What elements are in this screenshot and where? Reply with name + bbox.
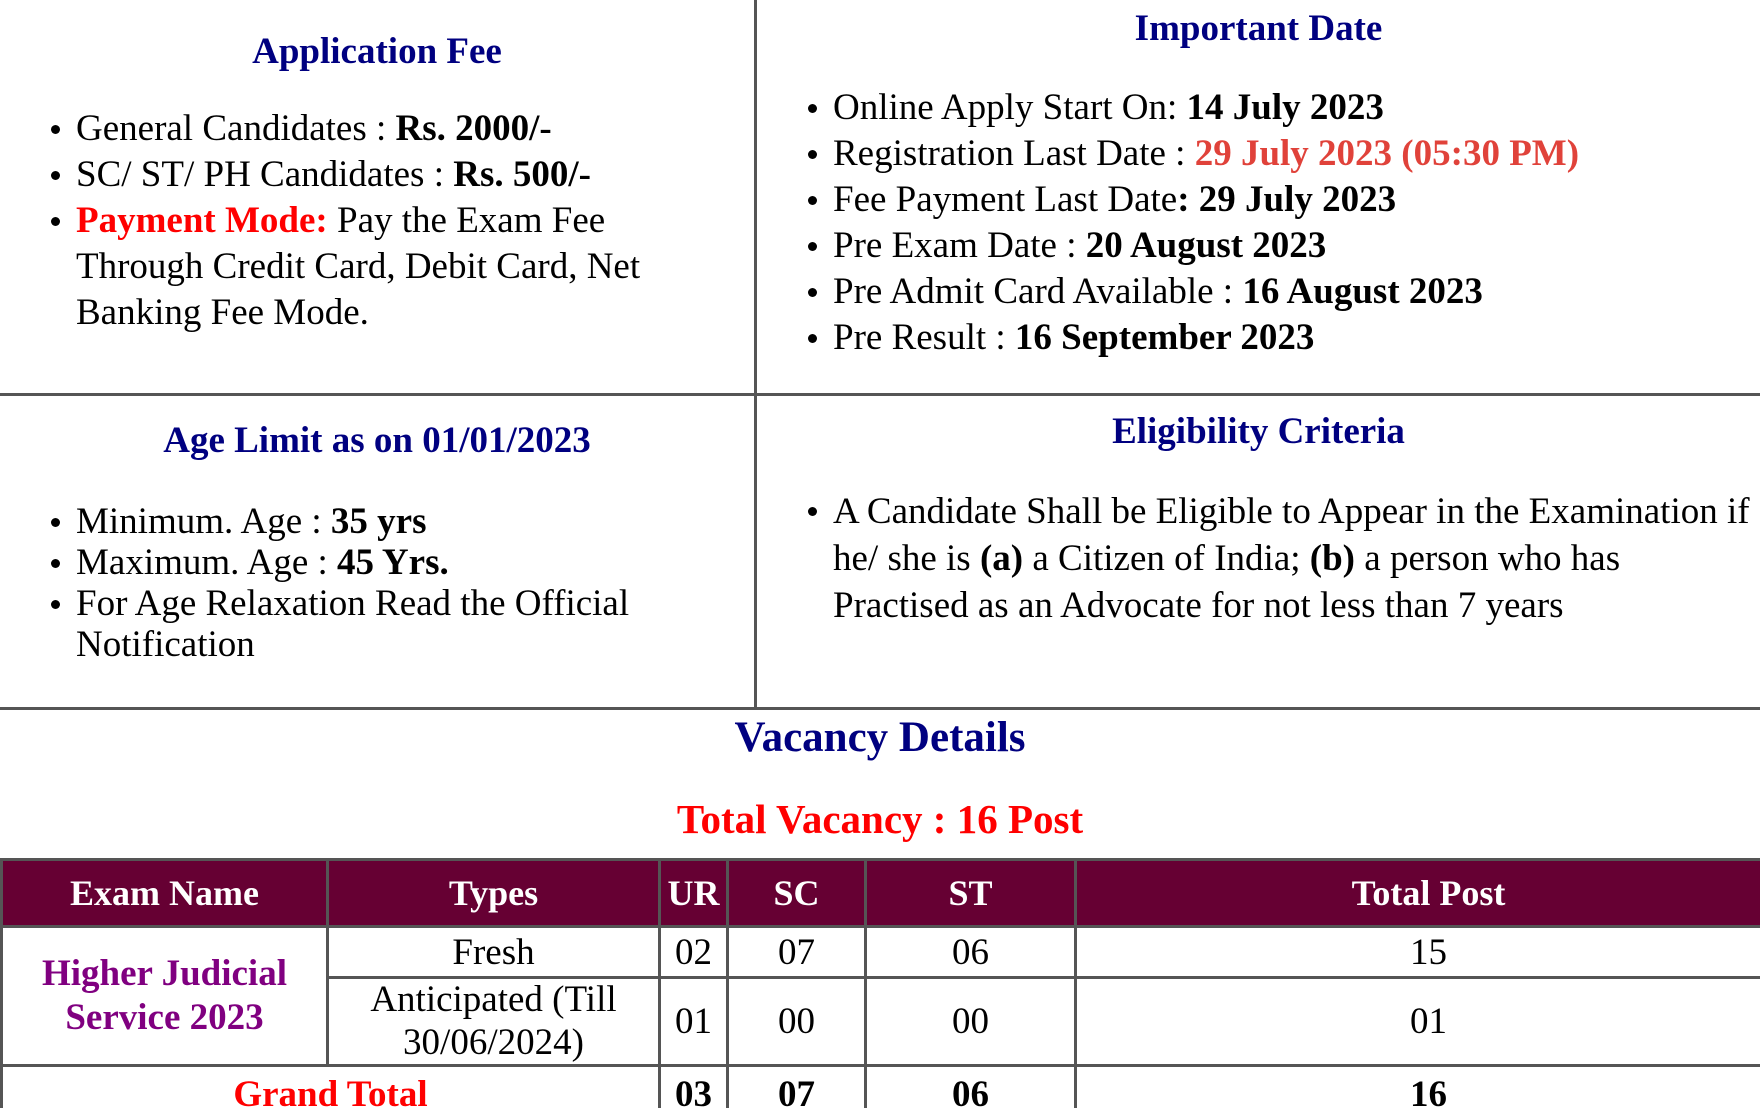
important-date-title: Important Date [1134, 8, 1383, 49]
types-cell: Anticipated (Till 30/06/2024) [328, 978, 660, 1066]
age-label: Maximum. Age : [76, 542, 338, 584]
table-row [2, 927, 1760, 978]
age-label: Minimum. Age : [76, 501, 331, 543]
sc-cell: 07 [728, 927, 866, 978]
list-item [757, 85, 1760, 131]
fee-label: General Candidates : [76, 108, 396, 150]
date-value: 16 August 2023 [1242, 271, 1483, 313]
eligibility-text: a Citizen of India; [1023, 538, 1310, 580]
date-value: 29 July 2023 (05:30 PM) [1194, 133, 1580, 175]
vacancy-table [0, 858, 1760, 1108]
age-limit-list [0, 501, 754, 665]
important-date-list [757, 85, 1760, 361]
header-sc: SC [728, 860, 866, 927]
date-label: Pre Result : [833, 317, 1015, 359]
important-date-section [757, 0, 1760, 393]
table-header-row [2, 860, 1760, 927]
list-item [757, 269, 1760, 315]
total-cell: 15 [1076, 927, 1760, 978]
grand-total-ur: 03 [660, 1066, 728, 1108]
header-ur: UR [660, 860, 728, 927]
header-total-post: Total Post [1076, 860, 1760, 927]
date-label: Fee Payment Last Date [833, 179, 1178, 221]
date-label: Pre Exam Date : [833, 225, 1086, 267]
age-value: 45 Yrs. [337, 542, 449, 584]
list-item [757, 131, 1760, 177]
sc-cell: 00 [728, 978, 866, 1066]
eligibility-mark-b: (b) [1309, 538, 1356, 580]
application-fee-title: Application Fee [252, 31, 502, 72]
header-exam-name: Exam Name [2, 860, 328, 927]
grand-total-post: 16 [1076, 1066, 1760, 1108]
total-cell: 01 [1076, 978, 1760, 1066]
payment-mode-text: Pay the Exam Fee Through Credit Card, Debit Card, Net Banking Fee Mode. [76, 200, 641, 334]
application-fee-list [0, 106, 754, 336]
header-types: Types [328, 860, 660, 927]
ur-cell: 01 [660, 978, 728, 1066]
st-cell: 00 [866, 978, 1076, 1066]
date-label: Online Apply Start On: [833, 87, 1187, 129]
list-item [0, 152, 754, 198]
payment-mode-label: Payment Mode: [76, 200, 328, 242]
list-item [757, 177, 1760, 223]
row-divider-2 [0, 707, 1760, 710]
ur-cell: 02 [660, 927, 728, 978]
date-label: Registration Last Date : [833, 133, 1195, 175]
list-item [757, 223, 1760, 269]
date-value: 20 August 2023 [1085, 225, 1327, 267]
list-item [757, 488, 1760, 629]
date-label: Pre Admit Card Available : [833, 271, 1243, 313]
age-limit-section [0, 396, 754, 707]
header-st: ST [866, 860, 1076, 927]
age-relaxation-text: For Age Relaxation Read the Official Notification [76, 583, 630, 666]
age-limit-title: Age Limit as on 01/01/2023 [163, 420, 591, 461]
list-item [757, 315, 1760, 361]
list-item [0, 106, 754, 152]
eligibility-list [757, 488, 1760, 629]
date-value: 14 July 2023 [1186, 87, 1384, 129]
types-cell: Fresh [328, 927, 660, 978]
application-fee-section [0, 0, 754, 393]
grand-total-st: 06 [866, 1066, 1076, 1108]
eligibility-title: Eligibility Criteria [1112, 411, 1405, 452]
list-item [0, 583, 754, 665]
list-item [0, 542, 754, 583]
vacancy-title: Vacancy Details [734, 714, 1026, 761]
grand-total-label: Grand Total [2, 1066, 660, 1108]
grand-total-sc: 07 [728, 1066, 866, 1108]
age-value: 35 yrs [330, 501, 427, 543]
exam-name-cell: Higher Judicial Service 2023 [2, 927, 328, 1066]
fee-value: Rs. 2000/- [395, 108, 552, 150]
eligibility-text: A Candidate Shall be Eligible to Appear in the Examination if he/ she is [833, 491, 1750, 580]
date-value: : 29 July 2023 [1177, 179, 1397, 221]
grand-total-row [2, 1066, 1760, 1108]
list-item [0, 501, 754, 542]
date-value: 16 September 2023 [1014, 317, 1315, 359]
list-item [0, 198, 754, 336]
eligibility-mark-a: (a) [979, 538, 1024, 580]
eligibility-section [757, 396, 1760, 707]
st-cell: 06 [866, 927, 1076, 978]
fee-label: SC/ ST/ PH Candidates : [76, 154, 454, 196]
total-vacancy: Total Vacancy : 16 Post [676, 796, 1084, 842]
eligibility-text: a person who has Practised as an Advocate for not less than 7 years [833, 538, 1621, 627]
fee-value: Rs. 500/- [453, 154, 591, 196]
